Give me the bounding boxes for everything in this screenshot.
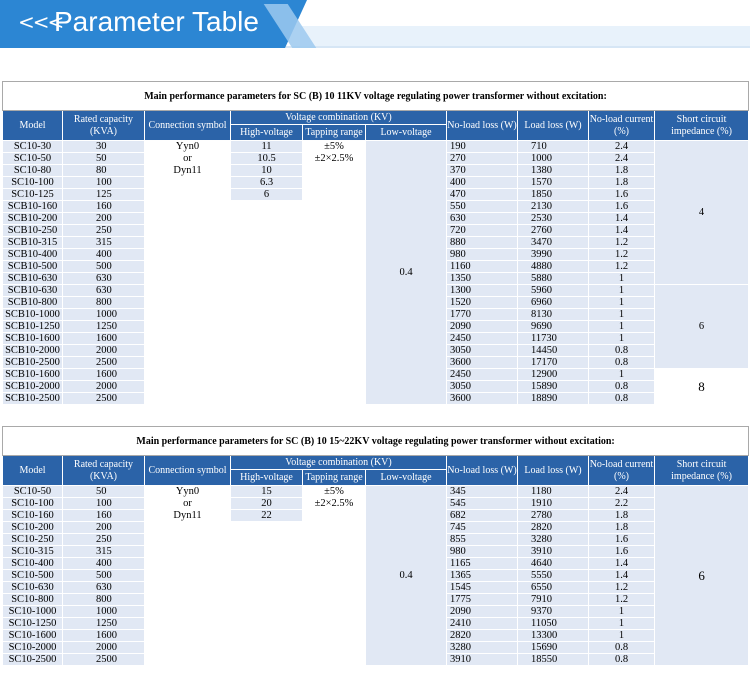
cell-connection-blank [145,522,231,666]
header-rated-capacity: Rated capacity (KVA) [63,111,145,141]
cell-rated-capacity: 630 [63,273,145,285]
cell-low-voltage: 0.4 [366,486,447,666]
cell-no-load-loss: 1365 [447,570,518,582]
header-connection-symbol: Connection symbol [145,111,231,141]
cell-load-loss: 710 [518,141,589,153]
cell-no-load-loss: 270 [447,153,518,165]
cell-rated-capacity: 250 [63,225,145,237]
table-caption: Main performance parameters for SC (B) 10 15~22KV voltage regulating power transformer without excitation: [3,427,749,456]
cell-load-loss: 14450 [518,345,589,357]
cell-no-load-current: 1 [589,309,655,321]
cell-no-load-current: 1.2 [589,261,655,273]
page-title: Parameter Table [54,6,259,37]
cell-model: SCB10-315 [3,237,63,249]
cell-model: SC10-100 [3,177,63,189]
header-voltage-combination: Voltage combination (KV) [231,111,447,125]
cell-no-load-current: 1 [589,321,655,333]
cell-no-load-current: 1.4 [589,225,655,237]
cell-load-loss: 5550 [518,570,589,582]
cell-model: SCB10-630 [3,273,63,285]
cell-tapping-range: ±5% [303,141,366,153]
cell-load-loss: 3280 [518,534,589,546]
header-rated-capacity: Rated capacity (KVA) [63,456,145,486]
cell-rated-capacity: 50 [63,153,145,165]
cell-model: SCB10-400 [3,249,63,261]
cell-no-load-current: 1 [589,273,655,285]
cell-high-voltage: 22 [231,510,303,522]
cell-no-load-loss: 1775 [447,594,518,606]
cell-load-loss: 1000 [518,153,589,165]
cell-no-load-loss: 880 [447,237,518,249]
parameter-table-15-22kv [2,426,749,666]
cell-no-load-loss: 745 [447,522,518,534]
cell-no-load-loss: 190 [447,141,518,153]
cell-no-load-loss: 400 [447,177,518,189]
cell-load-loss: 1850 [518,189,589,201]
cell-load-loss: 3910 [518,546,589,558]
banner-underlay [300,26,750,48]
cell-no-load-loss: 3910 [447,654,518,666]
cell-model: SCB10-2500 [3,393,63,405]
cell-no-load-current: 1.4 [589,570,655,582]
cell-connection-blank [145,177,231,405]
cell-load-loss: 7910 [518,594,589,606]
cell-no-load-loss: 470 [447,189,518,201]
cell-model: SCB10-800 [3,297,63,309]
header-short-circuit-impedance: Short circuit impedance (%) [655,111,749,141]
cell-model: SCB10-630 [3,285,63,297]
cell-high-voltage: 6.3 [231,177,303,189]
cell-load-loss: 4640 [518,558,589,570]
cell-model: SCB10-2000 [3,381,63,393]
cell-no-load-current: 1 [589,369,655,381]
cell-connection-symbol: Yyn0 [145,141,231,153]
cell-model: SC10-500 [3,570,63,582]
cell-no-load-loss: 1545 [447,582,518,594]
cell-model: SCB10-1250 [3,321,63,333]
cell-high-voltage: 10.5 [231,153,303,165]
cell-tapping-range: ±2×2.5% [303,498,366,510]
chevron-left-icon: <<< [18,10,63,34]
header-no-load-current: No-load current (%) [589,111,655,141]
cell-no-load-current: 1.2 [589,249,655,261]
cell-high-voltage-blank [231,201,303,405]
cell-rated-capacity: 500 [63,570,145,582]
cell-load-loss: 4880 [518,261,589,273]
cell-no-load-current: 1.8 [589,177,655,189]
cell-connection-symbol: Dyn11 [145,510,231,522]
cell-rated-capacity: 2000 [63,642,145,654]
cell-no-load-loss: 1770 [447,309,518,321]
table-row [3,141,749,153]
cell-no-load-loss: 370 [447,165,518,177]
cell-load-loss: 2530 [518,213,589,225]
cell-model: SCB10-1000 [3,309,63,321]
cell-high-voltage: 20 [231,498,303,510]
cell-load-loss: 9690 [518,321,589,333]
cell-model: SC10-400 [3,558,63,570]
cell-rated-capacity: 315 [63,237,145,249]
cell-no-load-current: 0.8 [589,642,655,654]
cell-model: SC10-250 [3,534,63,546]
cell-no-load-loss: 2450 [447,333,518,345]
cell-no-load-current: 1.2 [589,237,655,249]
cell-load-loss: 5960 [518,285,589,297]
cell-no-load-current: 1 [589,606,655,618]
header-high-voltage: High-voltage [231,470,303,486]
cell-connection-symbol: or [145,153,231,165]
cell-low-voltage: 0.4 [366,141,447,405]
cell-rated-capacity: 1600 [63,630,145,642]
cell-load-loss: 11050 [518,618,589,630]
cell-rated-capacity: 315 [63,546,145,558]
cell-load-loss: 2760 [518,225,589,237]
cell-model: SC10-800 [3,594,63,606]
cell-tapping-range: ±2×2.5% [303,153,366,165]
cell-rated-capacity: 500 [63,261,145,273]
cell-model: SCB10-1600 [3,369,63,381]
cell-rated-capacity: 250 [63,534,145,546]
cell-model: SC10-160 [3,510,63,522]
header-connection-symbol: Connection symbol [145,456,231,486]
header-short-circuit-impedance: Short circuit impedance (%) [655,456,749,486]
cell-no-load-loss: 3050 [447,381,518,393]
cell-rated-capacity: 30 [63,141,145,153]
cell-rated-capacity: 800 [63,594,145,606]
cell-rated-capacity: 800 [63,297,145,309]
cell-load-loss: 12900 [518,369,589,381]
cell-model: SCB10-160 [3,201,63,213]
cell-no-load-loss: 2820 [447,630,518,642]
cell-model: SCB10-500 [3,261,63,273]
cell-no-load-loss: 720 [447,225,518,237]
cell-load-loss: 15890 [518,381,589,393]
cell-no-load-current: 0.8 [589,345,655,357]
header-model: Model [3,111,63,141]
cell-rated-capacity: 2000 [63,345,145,357]
cell-load-loss: 1570 [518,177,589,189]
cell-no-load-loss: 2090 [447,321,518,333]
cell-model: SC10-315 [3,546,63,558]
cell-load-loss: 9370 [518,606,589,618]
cell-no-load-current: 1.8 [589,522,655,534]
cell-load-loss: 18890 [518,393,589,405]
cell-no-load-current: 0.8 [589,357,655,369]
cell-model: SC10-50 [3,486,63,498]
cell-high-voltage: 6 [231,189,303,201]
cell-high-voltage: 11 [231,141,303,153]
header-voltage-combination: Voltage combination (KV) [231,456,447,470]
cell-no-load-current: 1.4 [589,213,655,225]
cell-rated-capacity: 200 [63,522,145,534]
cell-no-load-loss: 980 [447,546,518,558]
cell-no-load-current: 1 [589,285,655,297]
cell-no-load-loss: 345 [447,486,518,498]
cell-rated-capacity: 1000 [63,309,145,321]
cell-no-load-current: 2.4 [589,486,655,498]
cell-connection-symbol: Yyn0 [145,486,231,498]
cell-model: SC10-125 [3,189,63,201]
cell-model: SC10-630 [3,582,63,594]
cell-no-load-loss: 980 [447,249,518,261]
cell-short-circuit-impedance: 6 [655,285,749,369]
cell-load-loss: 2780 [518,510,589,522]
cell-rated-capacity: 125 [63,189,145,201]
cell-no-load-current: 1.6 [589,534,655,546]
cell-model: SC10-2500 [3,654,63,666]
cell-no-load-loss: 2450 [447,369,518,381]
cell-no-load-current: 1 [589,630,655,642]
cell-rated-capacity: 630 [63,285,145,297]
cell-load-loss: 2820 [518,522,589,534]
cell-load-loss: 15690 [518,642,589,654]
cell-no-load-loss: 1165 [447,558,518,570]
header-tapping-range: Tapping range [303,470,366,486]
cell-no-load-current: 1.6 [589,201,655,213]
cell-no-load-current: 1.8 [589,165,655,177]
cell-rated-capacity: 1250 [63,321,145,333]
table-caption: Main performance parameters for SC (B) 10 11KV voltage regulating power transformer without excitation: [3,82,749,111]
cell-no-load-current: 0.8 [589,654,655,666]
parameter-table-11kv [2,81,749,405]
cell-short-circuit-impedance: 6 [655,486,749,666]
cell-no-load-current: 0.8 [589,381,655,393]
cell-no-load-loss: 550 [447,201,518,213]
cell-rated-capacity: 400 [63,249,145,261]
cell-rated-capacity: 2000 [63,381,145,393]
header-tapping-range: Tapping range [303,125,366,141]
cell-rated-capacity: 160 [63,510,145,522]
header-low-voltage: Low-voltage [366,125,447,141]
cell-short-circuit-impedance: 8 [655,369,749,405]
cell-load-loss: 13300 [518,630,589,642]
cell-high-voltage: 10 [231,165,303,177]
cell-no-load-loss: 2410 [447,618,518,630]
cell-no-load-current: 2.2 [589,498,655,510]
cell-rated-capacity: 630 [63,582,145,594]
cell-model: SCB10-250 [3,225,63,237]
cell-rated-capacity: 1600 [63,333,145,345]
cell-tapping-blank [303,165,366,405]
cell-no-load-loss: 682 [447,510,518,522]
cell-rated-capacity: 2500 [63,393,145,405]
cell-no-load-loss: 1300 [447,285,518,297]
cell-load-loss: 1910 [518,498,589,510]
cell-connection-symbol: Dyn11 [145,165,231,177]
cell-model: SCB10-200 [3,213,63,225]
cell-model: SC10-200 [3,522,63,534]
table-row [3,486,749,498]
cell-load-loss: 17170 [518,357,589,369]
cell-rated-capacity: 1000 [63,606,145,618]
cell-connection-symbol: or [145,498,231,510]
cell-load-loss: 6550 [518,582,589,594]
cell-model: SC10-80 [3,165,63,177]
cell-load-loss: 5880 [518,273,589,285]
cell-no-load-loss: 3280 [447,642,518,654]
cell-no-load-loss: 2090 [447,606,518,618]
cell-rated-capacity: 160 [63,201,145,213]
header-load-loss: Load loss (W) [518,111,589,141]
cell-tapping-blank [303,510,366,666]
cell-rated-capacity: 100 [63,498,145,510]
cell-no-load-loss: 1160 [447,261,518,273]
cell-load-loss: 3470 [518,237,589,249]
cell-short-circuit-impedance: 4 [655,141,749,285]
banner-rule [285,46,750,48]
cell-load-loss: 8130 [518,309,589,321]
cell-no-load-loss: 3600 [447,357,518,369]
cell-model: SC10-1600 [3,630,63,642]
cell-rated-capacity: 1600 [63,369,145,381]
cell-no-load-current: 0.8 [589,393,655,405]
cell-no-load-current: 1 [589,297,655,309]
cell-no-load-loss: 545 [447,498,518,510]
cell-rated-capacity: 400 [63,558,145,570]
cell-rated-capacity: 2500 [63,654,145,666]
header-no-load-current: No-load current (%) [589,456,655,486]
cell-no-load-loss: 1520 [447,297,518,309]
cell-model: SC10-100 [3,498,63,510]
cell-no-load-loss: 630 [447,213,518,225]
cell-rated-capacity: 80 [63,165,145,177]
cell-model: SCB10-2500 [3,357,63,369]
cell-no-load-current: 1 [589,333,655,345]
header-no-load-loss: No-load loss (W) [447,111,518,141]
cell-load-loss: 18550 [518,654,589,666]
cell-model: SC10-30 [3,141,63,153]
cell-no-load-current: 2.4 [589,153,655,165]
cell-high-voltage: 15 [231,486,303,498]
cell-high-voltage-blank [231,522,303,666]
cell-no-load-current: 2.4 [589,141,655,153]
cell-load-loss: 3990 [518,249,589,261]
cell-model: SC10-1000 [3,606,63,618]
cell-no-load-current: 1.6 [589,189,655,201]
cell-no-load-current: 1.6 [589,546,655,558]
cell-no-load-loss: 3050 [447,345,518,357]
cell-no-load-current: 1.2 [589,594,655,606]
cell-load-loss: 11730 [518,333,589,345]
page-banner [0,0,750,48]
cell-load-loss: 6960 [518,297,589,309]
cell-load-loss: 1380 [518,165,589,177]
cell-no-load-loss: 855 [447,534,518,546]
header-high-voltage: High-voltage [231,125,303,141]
cell-rated-capacity: 100 [63,177,145,189]
cell-no-load-current: 1.2 [589,582,655,594]
cell-model: SCB10-2000 [3,345,63,357]
cell-no-load-current: 1 [589,618,655,630]
cell-no-load-current: 1.8 [589,510,655,522]
cell-model: SCB10-1600 [3,333,63,345]
header-no-load-loss: No-load loss (W) [447,456,518,486]
cell-tapping-range: ±5% [303,486,366,498]
cell-rated-capacity: 1250 [63,618,145,630]
cell-no-load-loss: 1350 [447,273,518,285]
cell-rated-capacity: 50 [63,486,145,498]
header-low-voltage: Low-voltage [366,470,447,486]
cell-no-load-current: 1.4 [589,558,655,570]
cell-model: SC10-1250 [3,618,63,630]
cell-rated-capacity: 200 [63,213,145,225]
cell-load-loss: 2130 [518,201,589,213]
cell-load-loss: 1180 [518,486,589,498]
cell-no-load-loss: 3600 [447,393,518,405]
cell-model: SC10-2000 [3,642,63,654]
header-load-loss: Load loss (W) [518,456,589,486]
header-model: Model [3,456,63,486]
cell-model: SC10-50 [3,153,63,165]
cell-rated-capacity: 2500 [63,357,145,369]
